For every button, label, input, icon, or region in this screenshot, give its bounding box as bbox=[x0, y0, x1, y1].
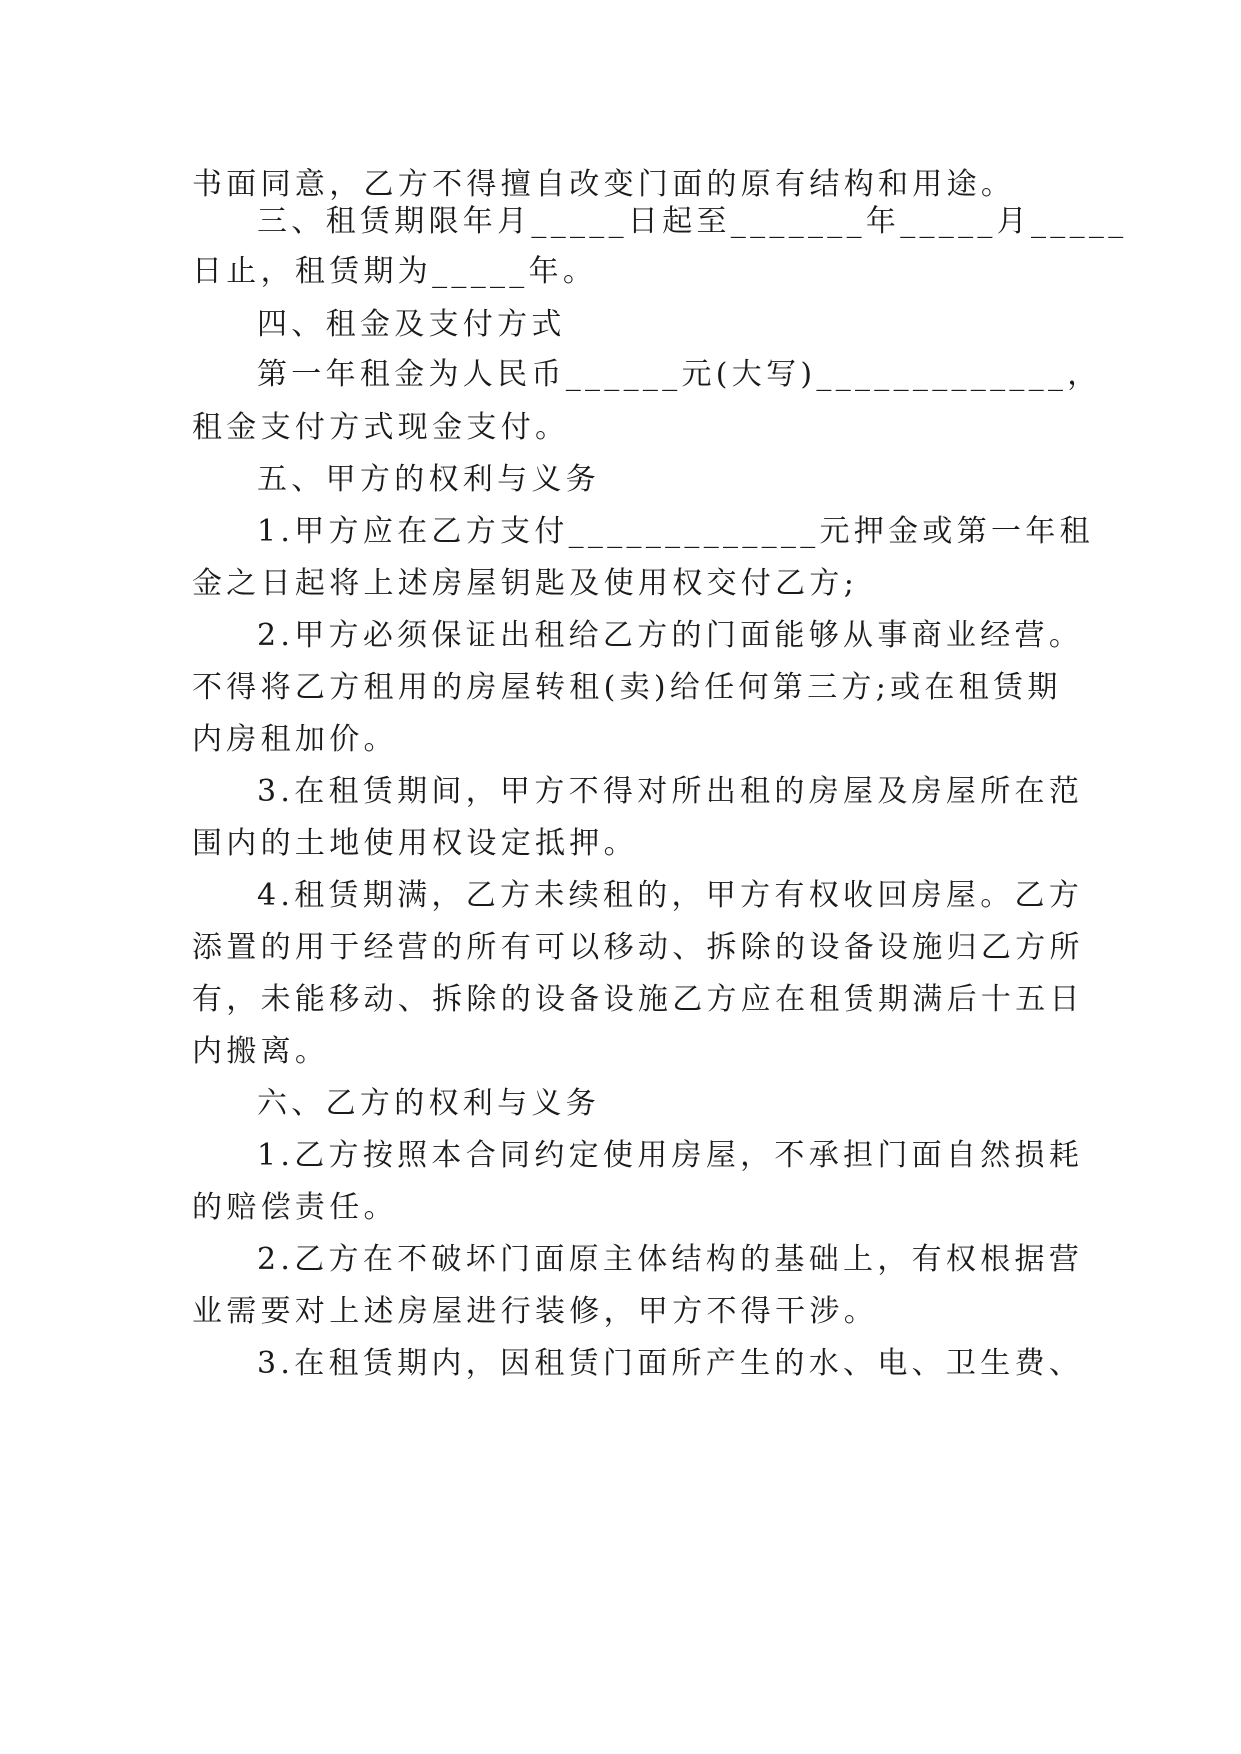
text-line: 2.乙方在不破坏门面原主体结构的基础上，有权根据营 bbox=[257, 1242, 1084, 1277]
section-heading: 五、甲方的权利与义务 bbox=[257, 462, 600, 497]
text-line: 第一年租金为人民币______元(大写)_____________， bbox=[257, 357, 1102, 392]
text-line: 4.租赁期满，乙方未续租的，甲方有权收回房屋。乙方 bbox=[257, 878, 1084, 913]
text-line: 金之日起将上述房屋钥匙及使用权交付乙方; bbox=[192, 566, 859, 601]
text-line: 内搬离。 bbox=[192, 1034, 330, 1069]
text-line: 不得将乙方租用的房屋转租(卖)给任何第三方;或在租赁期 bbox=[192, 670, 1062, 705]
text-line: 三、租赁期限年月_____日起至_______年_____月_____ bbox=[257, 204, 1128, 239]
text-line: 1.乙方按照本合同约定使用房屋，不承担门面自然损耗 bbox=[257, 1138, 1084, 1173]
section-heading: 四、租金及支付方式 bbox=[257, 307, 566, 342]
text-line: 的赔偿责任。 bbox=[192, 1190, 398, 1225]
text-line: 有，未能移动、拆除的设备设施乙方应在租赁期满后十五日 bbox=[192, 982, 1084, 1017]
text-line: 日止，租赁期为_____年。 bbox=[192, 254, 598, 289]
text-line: 2.甲方必须保证出租给乙方的门面能够从事商业经营。 bbox=[257, 618, 1084, 653]
text-line: 业需要对上述房屋进行装修，甲方不得干涉。 bbox=[192, 1294, 878, 1329]
text-line: 添置的用于经营的所有可以移动、拆除的设备设施归乙方所 bbox=[192, 930, 1084, 965]
text-line: 3.在租赁期间，甲方不得对所出租的房屋及房屋所在范 bbox=[257, 774, 1084, 809]
text-line: 3.在租赁期内，因租赁门面所产生的水、电、卫生费、 bbox=[257, 1346, 1084, 1381]
text-line: 内房租加价。 bbox=[192, 722, 398, 757]
text-line: 租金支付方式现金支付。 bbox=[192, 410, 570, 445]
text-line: 围内的土地使用权设定抵押。 bbox=[192, 826, 638, 861]
text-line: 1.甲方应在乙方支付_____________元押金或第一年租 bbox=[257, 514, 1094, 549]
text-line: 书面同意，乙方不得擅自改变门面的原有结构和用途。 bbox=[192, 167, 1016, 202]
section-heading: 六、乙方的权利与义务 bbox=[257, 1086, 600, 1121]
